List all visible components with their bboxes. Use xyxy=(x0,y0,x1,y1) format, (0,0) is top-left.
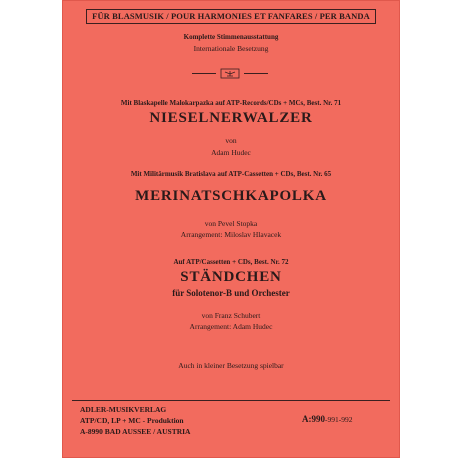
sheet-music-cover xyxy=(62,0,400,458)
footer-divider xyxy=(72,400,390,401)
small-ensemble-note: Auch in kleiner Besetzung spielbar xyxy=(178,361,284,370)
piece-2-recording: Mit Militärmusik Bratislava auf ATP-Cassetten + CDs, Best. Nr. 65 xyxy=(130,170,332,178)
catalog-number-rest: -991-992 xyxy=(325,415,353,424)
catalog-number-main: A:990 xyxy=(302,414,325,424)
piece-2-title: MERINATSCHKAPOLKA xyxy=(135,188,327,204)
piece-3-title: STÄNDCHEN xyxy=(180,269,282,285)
piece-3-credit-2: Arrangement: Adam Hudec xyxy=(189,322,273,331)
piece-2-credit-1: von Pevel Stopka xyxy=(204,219,258,228)
piece-1-credit-1: von xyxy=(225,136,237,145)
publisher-address: A-8990 BAD AUSSEE / AUSTRIA xyxy=(80,427,191,436)
edition-line-1: Komplette Stimmenausstattung xyxy=(183,33,279,41)
catalog-number xyxy=(302,414,353,424)
emblem-rule-left xyxy=(192,73,216,74)
publisher-production: ATP/CD, LP + MC - Produktion xyxy=(80,416,184,425)
instrumentation-banner: FÜR BLASMUSIK / POUR HARMONIES ET FANFARES / PER BANDA xyxy=(86,9,376,24)
publisher-block xyxy=(80,404,190,437)
piece-3-subtitle: für Solotenor-B und Orchester xyxy=(172,288,290,298)
publisher-name: ADLER-MUSIKVERLAG xyxy=(80,405,167,414)
emblem-rule-right xyxy=(244,73,268,74)
piece-2-credit-2: Arrangement: Miloslav Hlavacek xyxy=(180,230,282,239)
piece-3-recording: Auf ATP/Cassetten + CDs, Best. Nr. 72 xyxy=(173,258,289,266)
piece-1-credit-2: Adam Hudec xyxy=(211,148,251,157)
piece-1-title: NIESELNERWALZER xyxy=(149,110,313,126)
eagle-emblem-icon xyxy=(220,68,240,79)
piece-3-credit-1: von Franz Schubert xyxy=(201,311,261,320)
piece-1-recording: Mit Blaskapelle Malokarpazka auf ATP-Records/CDs + MCs, Best. Nr. 71 xyxy=(120,99,342,107)
edition-line-2: Internationale Besetzung xyxy=(193,44,269,53)
